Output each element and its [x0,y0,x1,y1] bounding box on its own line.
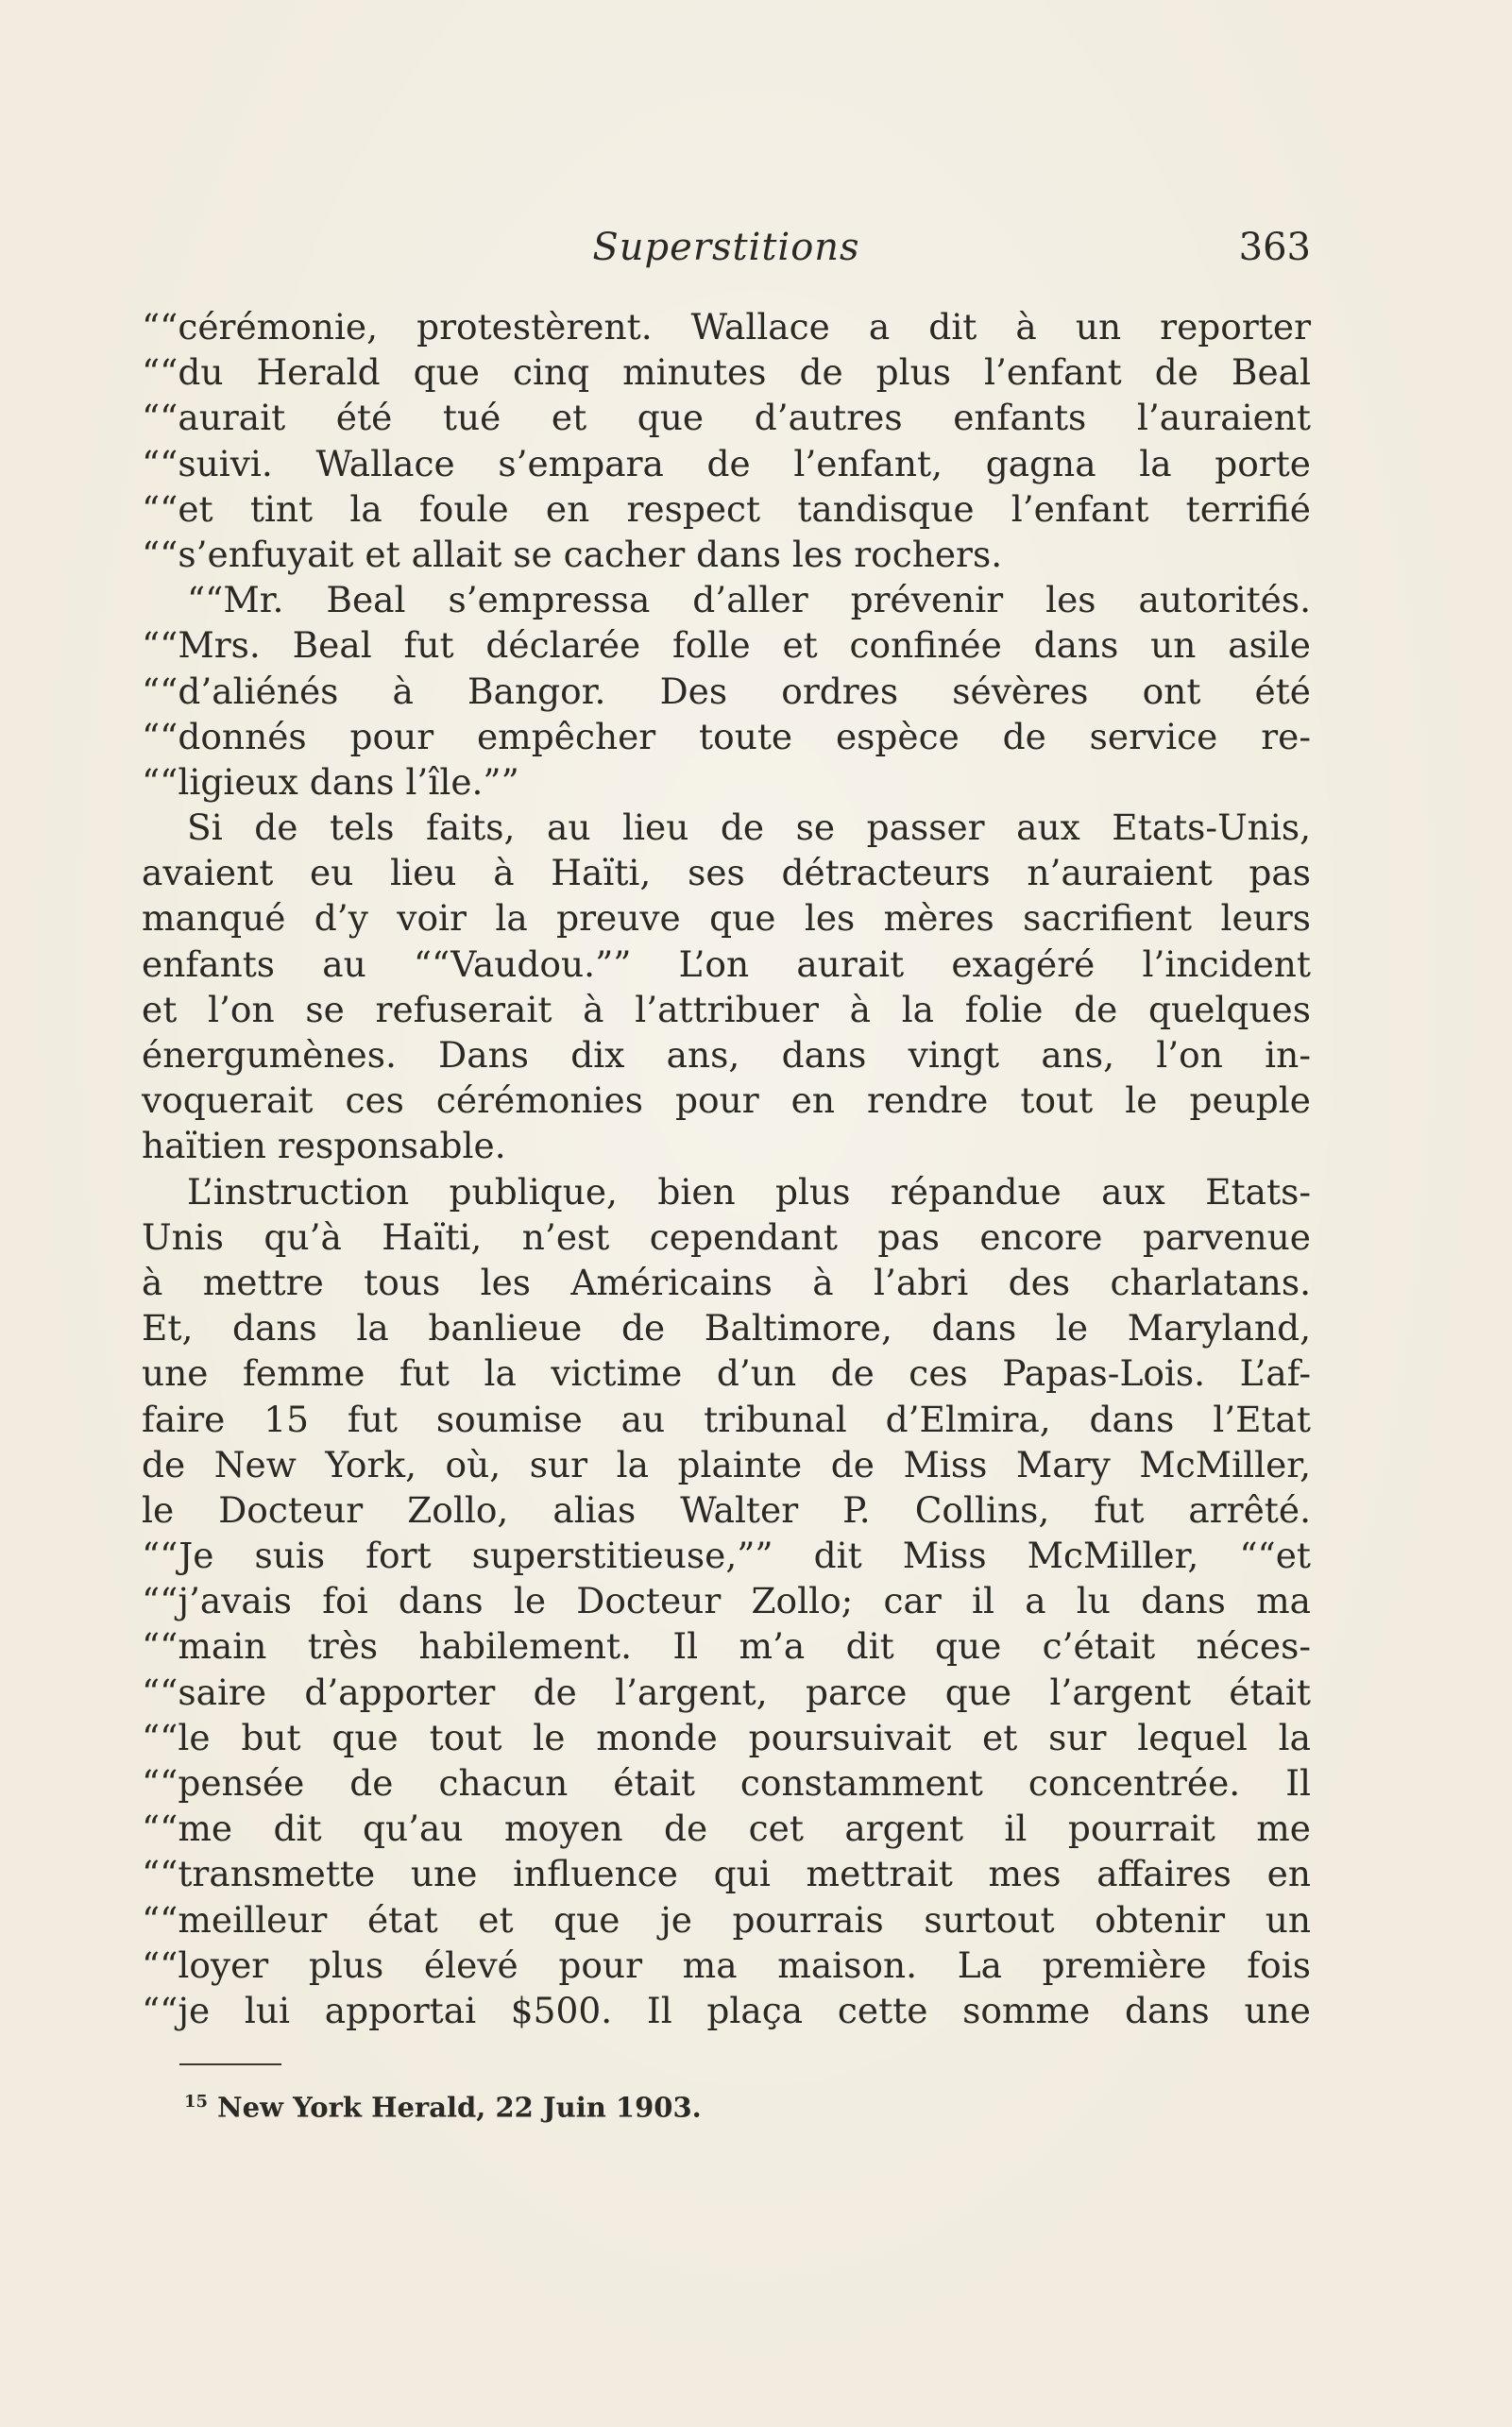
text-line: enfants au ““Vaudou.”” L’on aurait exagéré l’incident [142,942,1311,985]
text-line: faire 15 fut soumise au tribunal d’Elmira, dans l’Etat [142,1398,1311,1440]
text-line: ““loyer plus élevé pour ma maison. La première fois [142,1943,1311,1986]
running-title: Superstitions [592,226,860,269]
text-line: ““suivi. Wallace s’empara de l’enfant, gagna la porte [142,442,1311,484]
text-line: à mettre tous les Américains à l’abri des charlatans. [142,1261,1311,1303]
text-line: ““saire d’apporter de l’argent, parce que l’argent était [142,1671,1311,1713]
text-line: Unis qu’à Haïti, n’est cependant pas encore parvenue [142,1215,1311,1258]
text-line: ““meilleur état et que je pourrais surtout obtenir un [142,1898,1311,1941]
text-line: manqué d’y voir la preuve que les mères sacrifient leurs [142,897,1311,940]
footnote-divider [179,2063,281,2065]
text-line: voquerait ces cérémonies pour en rendre tout le peuple [142,1079,1311,1122]
text-line: ““d’aliénés à Bangor. Des ordres sévères ont été [142,670,1311,712]
text-line: le Docteur Zollo, alias Walter P. Collins, fut arrêté. [142,1488,1311,1531]
running-head [142,219,1311,276]
text-line: ““cérémonie, protestèrent. Wallace a dit à un reporter [142,306,1311,348]
text-line: ““ligieux dans l’île.”” [142,760,519,803]
text-line: haïtien responsable. [142,1125,506,1167]
text-line: ““Je suis fort superstitieuse,”” dit Miss McMiller, ““et [142,1535,1311,1577]
text-line: ““je lui apportai $500. Il plaça cette somme dans une [142,1989,1311,2031]
text-line: ““pensée de chacun était constamment concentrée. Il [142,1762,1311,1804]
text-line: ““et tint la foule en respect tandisque l’enfant terrifié [142,487,1311,530]
text-line: de New York, où, sur la plainte de Miss Mary McMiller, [142,1443,1311,1485]
text-line: ““s’enfuyait et allait se cacher dans les rochers. [142,533,1003,575]
text-line: L’instruction publique, bien plus répandue aux Etats- [187,1170,1311,1213]
text-line: ““Mr. Beal s’empressa d’aller prévenir les autorités. [187,579,1311,621]
text-line: ““me dit qu’au moyen de cet argent il pourrait me [142,1808,1311,1850]
text-line: ““du Herald que cinq minutes de plus l’enfant de Beal [142,351,1311,394]
text-line: ““le but que tout le monde poursuivait et sur lequel la [142,1716,1311,1758]
text-line: Et, dans la banlieue de Baltimore, dans le Maryland, [142,1307,1311,1349]
text-line: et l’on se refuserait à l’attribuer à la folie de quelques [142,988,1311,1030]
footnote-text: New York Herald, 22 Juin 1903. [217,2091,702,2124]
text-line: énergumènes. Dans dix ans, dans vingt ans, l’on in- [142,1034,1311,1076]
text-line: avaient eu lieu à Haïti, ses détracteurs n’auraient pas [142,852,1311,894]
text-line: une femme fut la victime d’un de ces Papas-Lois. L’af- [142,1352,1311,1395]
footnote [184,2083,702,2127]
text-line: ““main très habilement. Il m’a dit que c’était néces- [142,1625,1311,1668]
text-line: ““aurait été tué et que d’autres enfants l’auraient [142,397,1311,439]
text-line: ““transmette une influence qui mettrait mes affaires en [142,1853,1311,1895]
text-line: Si de tels faits, au lieu de se passer aux Etats-Unis, [187,806,1311,849]
text-line: ““donnés pour empêcher toute espèce de service re- [142,715,1311,757]
text-line: ““j’avais foi dans le Docteur Zollo; car il a lu dans ma [142,1580,1311,1622]
body-text [142,304,1311,2033]
text-line: ““Mrs. Beal fut déclarée folle et confinée dans un asile [142,624,1311,667]
page-number: 363 [1238,226,1311,269]
footnote-marker: 15 [184,2092,209,2112]
